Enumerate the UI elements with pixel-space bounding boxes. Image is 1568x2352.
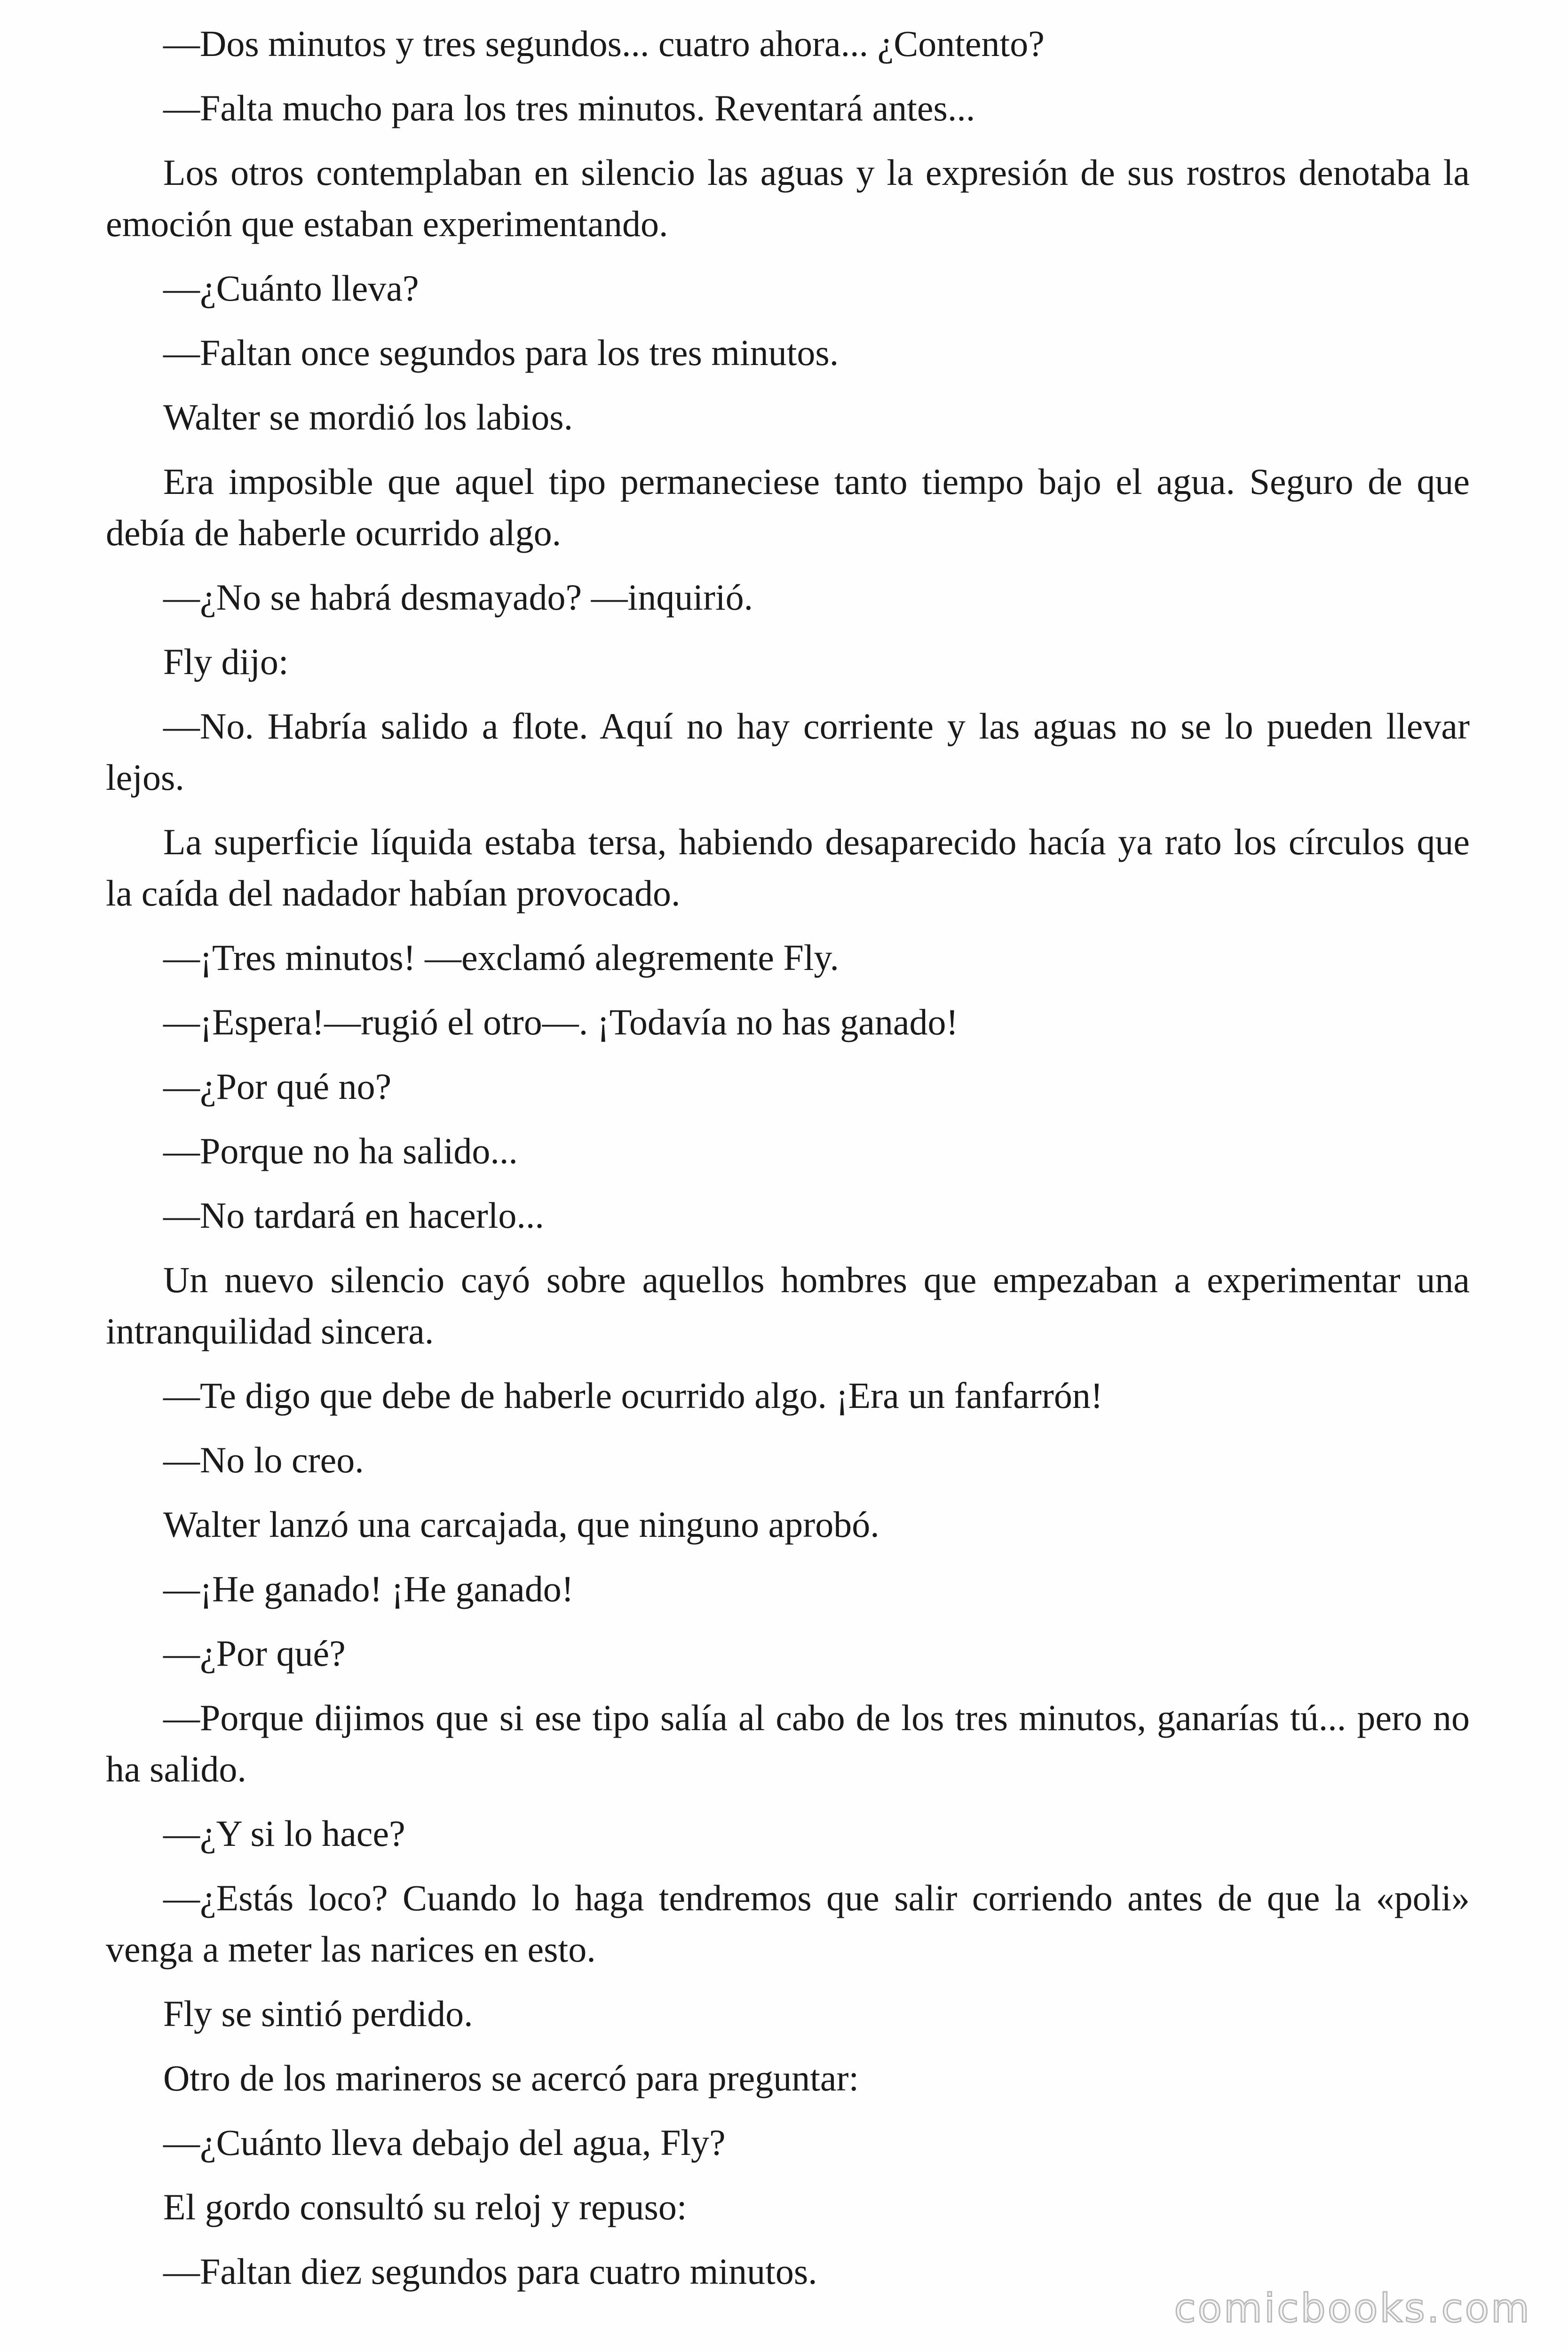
paragraph: —¿No se habrá desmayado? —inquirió.: [163, 577, 753, 618]
paragraph: —¿Cuánto lleva?: [163, 268, 419, 309]
paragraph: —¿Y si lo hace?: [163, 1813, 405, 1854]
paragraph: —No lo creo.: [163, 1439, 364, 1480]
paragraph: Fly dijo:: [163, 641, 289, 682]
text-column: [106, 18, 1470, 2310]
paragraph: Otro de los marineros se acercó para preguntar:: [163, 2058, 859, 2098]
paragraph: —¿Por qué?: [163, 1633, 346, 1674]
paragraph: —Dos minutos y tres segundos... cuatro ahora... ¿Contento?: [163, 23, 1045, 64]
paragraph: Walter se mordió los labios.: [163, 397, 573, 437]
paragraph: —¡He ganado! ¡He ganado!: [163, 1568, 574, 1609]
paragraph: —Porque dijimos que si ese tipo salía al cabo de los tres minutos, ganarías tú... pero no ha salido.: [106, 1697, 1470, 1789]
paragraph: —No tardará en hacerlo...: [163, 1195, 544, 1236]
paragraph: La superficie líquida estaba tersa, habiendo desaparecido hacía ya rato los círculos que la caída del nadador habían provocado.: [106, 821, 1470, 914]
paragraph: Los otros contemplaban en silencio las aguas y la expresión de sus rostros denotaba la emoción que estaban experimentando.: [106, 152, 1470, 244]
paragraph: —Te digo que debe de haberle ocurrido algo. ¡Era un fanfarrón!: [163, 1375, 1103, 1416]
paragraph: —Faltan once segundos para los tres minutos.: [163, 332, 839, 373]
paragraph: Un nuevo silencio cayó sobre aquellos hombres que empezaban a experimentar una intranquilidad sincera.: [106, 1259, 1470, 1351]
paragraph: —¿Estás loco? Cuando lo haga tendremos que salir corriendo antes de que la «poli» venga a meter las narices en esto.: [106, 1877, 1470, 1970]
paragraph: —Falta mucho para los tres minutos. Reventará antes...: [163, 87, 975, 128]
paragraph: —¿Cuánto lleva debajo del agua, Fly?: [163, 2122, 726, 2163]
paragraph: —¿Por qué no?: [163, 1066, 392, 1107]
paragraph: Era imposible que aquel tipo permaneciese tanto tiempo bajo el agua. Seguro de que debía de haberle ocurrido algo.: [106, 461, 1470, 553]
paragraph: Walter lanzó una carcajada, que ninguno aprobó.: [163, 1504, 879, 1545]
paragraph: —¡Tres minutos! —exclamó alegremente Fly.: [163, 937, 839, 978]
paragraph: —Faltan diez segundos para cuatro minutos.: [163, 2251, 817, 2292]
paragraph: Fly se sintió perdido.: [163, 1993, 473, 2034]
paragraph: —¡Espera!—rugió el otro—. ¡Todavía no has ganado!: [163, 1001, 958, 1042]
paragraph: El gordo consultó su reloj y repuso:: [163, 2186, 687, 2227]
watermark: comicbooks.com: [1174, 2285, 1531, 2331]
paragraph: —Porque no ha salido...: [163, 1130, 518, 1171]
paragraph: —No. Habría salido a flote. Aquí no hay corriente y las aguas no se lo pueden llevar lejos.: [106, 706, 1470, 798]
